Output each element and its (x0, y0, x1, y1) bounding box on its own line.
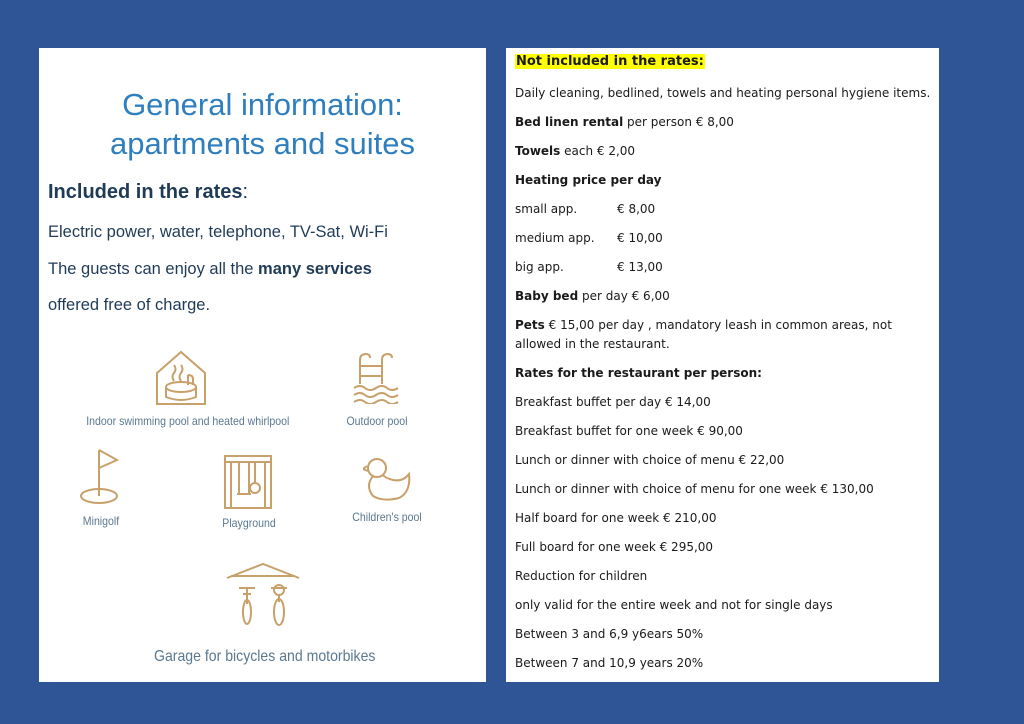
guests-text-line2: offered free of charge. (48, 296, 211, 314)
restaurant-rate: Lunch or dinner with choice of menu for one week € 130,00 (515, 482, 874, 496)
restaurant-rate: Full board for one week € 295,00 (515, 540, 714, 554)
highlighted-heading: Not included in the rates: (516, 54, 704, 69)
heating-price: € 13,00 (617, 260, 663, 274)
restaurant-rate: Lunch or dinner with choice of menu € 22,00 (515, 453, 785, 467)
included-colon: : (242, 181, 249, 203)
pets-value: € 15,00 per day , mandatory leash in common areas, not allowed in the restaurant. (515, 318, 892, 351)
playground-swing-icon (223, 454, 273, 510)
bed-linen-value: per person € 8,00 (623, 115, 734, 129)
heating-price: € 10,00 (617, 231, 663, 245)
indoor-pool-icon (155, 349, 207, 407)
restaurant-rate: Breakfast buffet for one week € 90,00 (515, 424, 743, 438)
minigolf-flag-icon (79, 448, 123, 508)
minigolf-caption: Minigolf (82, 514, 120, 528)
heating-price: € 8,00 (617, 202, 656, 216)
towels-label: Towels (515, 144, 561, 158)
bed-linen-row (515, 115, 734, 129)
heating-size: big app. (515, 260, 564, 274)
baby-bed-label: Baby bed (515, 289, 579, 303)
outdoor-pool-caption: Outdoor pool (346, 414, 408, 428)
restaurant-rate: Reduction for children (515, 569, 648, 583)
restaurant-rate: Half board for one week € 210,00 (515, 511, 717, 525)
restaurant-rate: Between 3 and 6,9 y6ears 50% (515, 627, 704, 641)
guests-prefix: The guests can enjoy all the (48, 260, 259, 278)
rates-panel (506, 48, 939, 682)
outdoor-pool-icon (352, 352, 402, 404)
baby-bed-row (515, 289, 670, 303)
guests-text (48, 260, 372, 279)
included-heading (48, 181, 248, 204)
heating-size: small app. (515, 202, 578, 216)
heating-row (515, 260, 663, 274)
heating-size: medium app. (515, 231, 595, 245)
restaurant-heading-text: Rates for the restaurant per person: (515, 366, 762, 380)
heating-row (515, 202, 656, 216)
heating-row (515, 231, 663, 245)
towels-row (515, 144, 635, 158)
towels-value: each € 2,00 (560, 144, 636, 158)
pets-label: Pets (515, 318, 545, 332)
garage-bike-icon (225, 562, 301, 632)
garage-caption: Garage for bicycles and motorbikes (154, 648, 376, 665)
indoor-pool-caption: Indoor swimming pool and heated whirlpool (86, 414, 290, 428)
general-info-panel (39, 48, 486, 682)
duck-icon (363, 456, 413, 502)
childrens-pool-caption: Children's pool (352, 510, 422, 524)
title-line-2: apartments and suites (109, 126, 415, 161)
heating-heading-text: Heating price per day (515, 173, 662, 187)
not-included-heading (515, 54, 705, 69)
playground-caption: Playground (222, 516, 276, 530)
heating-heading (515, 173, 661, 187)
restaurant-rate: Breakfast buffet per day € 14,00 (515, 395, 711, 409)
pets-row (515, 316, 933, 354)
bed-linen-label: Bed linen rental (515, 115, 624, 129)
restaurant-rate: only valid for the entire week and not for single days (515, 598, 833, 612)
included-heading-text: Included in the rates (48, 181, 243, 203)
daily-cleaning-text: Daily cleaning, bedlined, towels and heating personal hygiene items. (515, 86, 931, 100)
restaurant-heading (515, 366, 762, 380)
guests-bold: many services (258, 260, 372, 278)
title-line-1: General information: (122, 87, 403, 122)
restaurant-rate: Between 7 and 10,9 years 20% (515, 656, 704, 670)
amenities-text: Electric power, water, telephone, TV-Sat, Wi-Fi (48, 223, 388, 241)
baby-bed-value: per day € 6,00 (578, 289, 670, 303)
